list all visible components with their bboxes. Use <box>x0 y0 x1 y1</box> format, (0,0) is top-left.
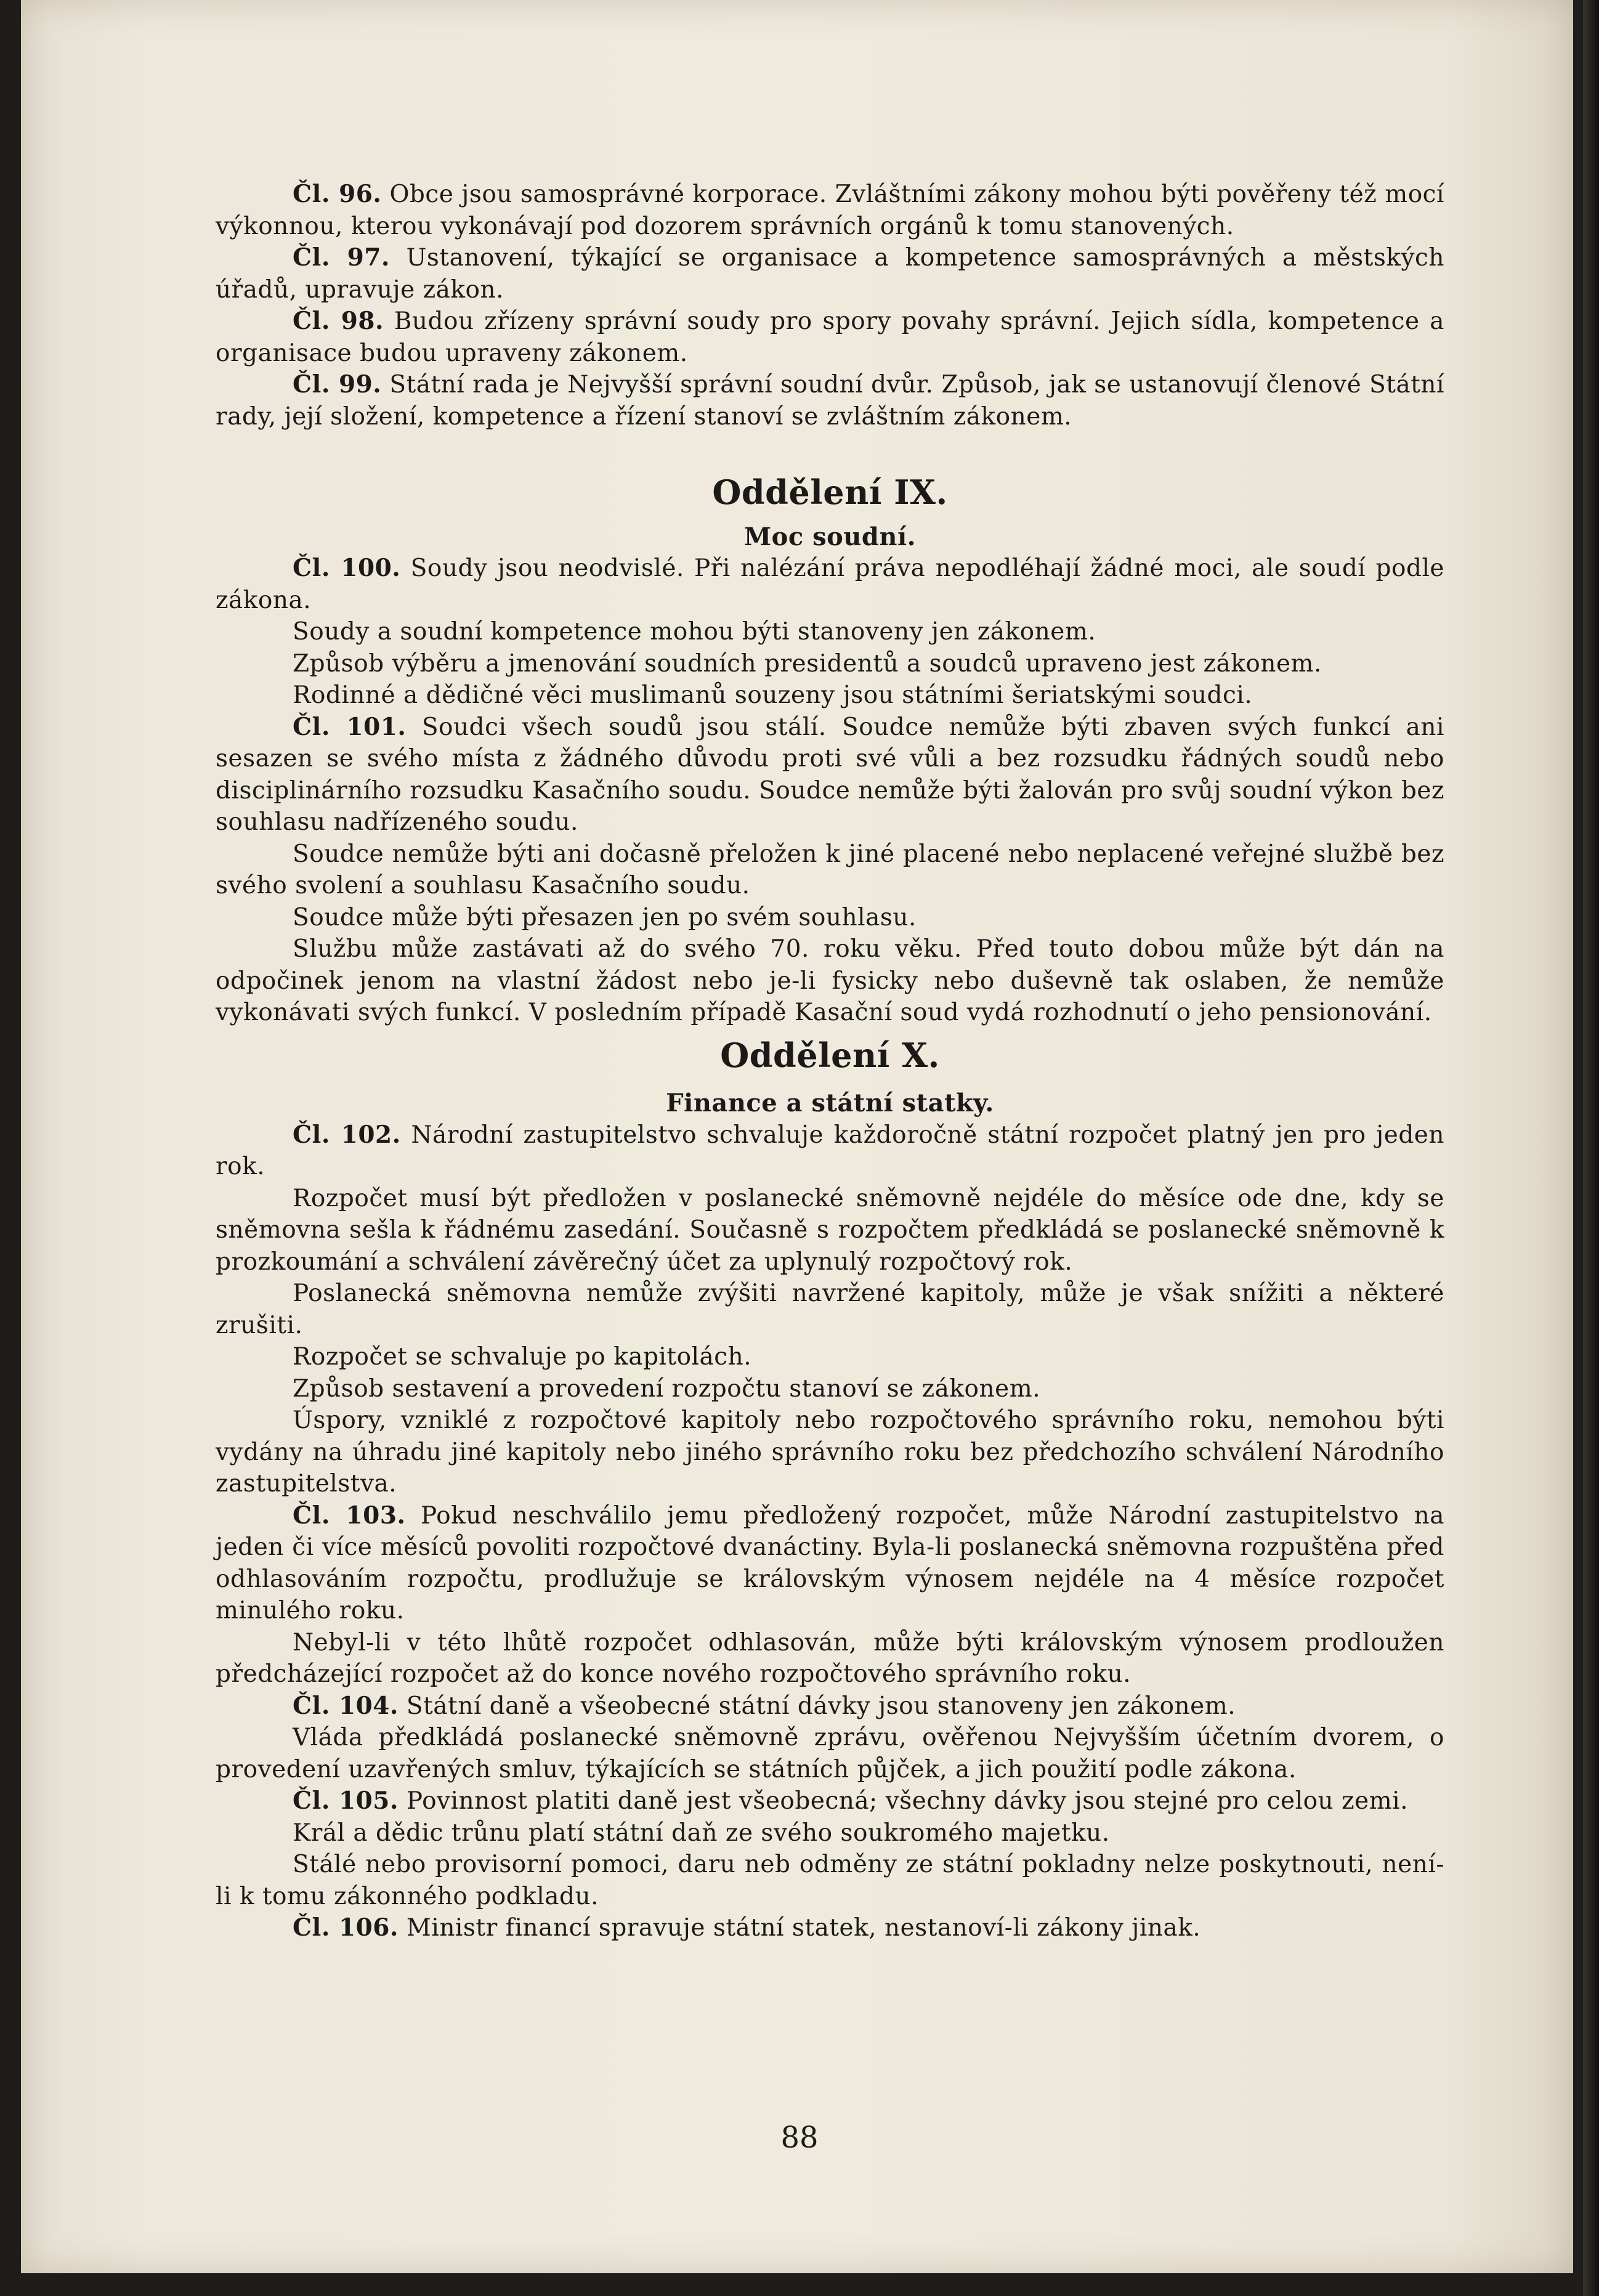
paragraph: Soudy a soudní kompetence mohou býti stanoveny jen zákonem. <box>293 618 1096 646</box>
paragraph: Soudce nemůže býti ani dočasně přeložen k jiné placené nebo neplacené veřejné službě bez svého svolení a souhlasu Kasačního soudu. <box>216 840 1444 899</box>
book-spine-edge <box>1583 0 1599 2296</box>
article-102: Čl. 102. Národní zastupitelstvo schvaluje každoročně státní rozpočet platný jen pro jeden rok. <box>216 1120 1445 1180</box>
section-x-subtitle: Finance a státní statky. <box>666 1089 994 1118</box>
paragraph: Způsob výběru a jmenování soudních presidentů a soudců upraveno jest zákonem. <box>293 649 1322 678</box>
section-ix-title: Oddělení IX. <box>712 473 948 512</box>
page-text-block <box>216 179 1444 1944</box>
paragraph: Poslanecká sněmovna nemůže zvýšiti navržené kapitoly, může je však snížiti a některé zrušiti. <box>216 1280 1444 1339</box>
article-97: Čl. 97. Ustanovení, týkající se organisace a kompetence samosprávných a městských úřadů, upravuje zákon. <box>216 243 1444 304</box>
paragraph: Rodinné a dědičné věci muslimanů souzeny jsou státními šeriatskými soudci. <box>293 681 1253 709</box>
paragraph: Způsob sestavení a provedení rozpočtu stanoví se zákonem. <box>293 1374 1041 1403</box>
article-96: Čl. 96. Obce jsou samosprávné korporace. Zvláštními zákony mohou býti pověřeny též mocí výkonnou, kterou vykonávají pod dozorem správních orgánů k tomu stanovených. <box>216 180 1444 240</box>
paragraph: Soudce může býti přesazen jen po svém souhlasu. <box>293 903 917 931</box>
paragraph: Vláda předkládá poslanecké sněmovně zprávu, ověřenou Nejvyšším účetním dvorem, o provedení uzavřených smluv, týkajících se státních půjček, a jich použití podle zákona. <box>216 1724 1444 1783</box>
paragraph: Úspory, vzniklé z rozpočtové kapitoly nebo rozpočtového správního roku, nemohou býti vydány na úhradu jiné kapitoly nebo jiného správního roku bez předchozího schválení Národního zastupitelstva. <box>216 1406 1444 1498</box>
article-98: Čl. 98. Budou zřízeny správní soudy pro spory povahy správní. Jejich sídla, kompetence a organisace budou upraveny zákonem. <box>216 307 1444 367</box>
page-number: 88 <box>780 2120 819 2155</box>
paragraph: Službu může zastávati až do svého 70. roku věku. Před touto dobou může být dán na odpočinek jenom na vlastní žádost nebo je-li fysicky nebo duševně tak oslaben, že nemůže vykonávati svých funkcí. V posledním případě Kasační soud vydá rozhodnutí o jeho pensionování. <box>216 935 1444 1026</box>
article-100: Čl. 100. Soudy jsou neodvislé. Při nalézání práva nepodléhají žádné moci, ale soudí podle zákona. <box>216 554 1444 614</box>
paragraph: Rozpočet se schvaluje po kapitolách. <box>293 1343 752 1371</box>
articles-section-x <box>216 1119 1444 1944</box>
article-99: Čl. 99. Státní rada je Nejvyšší správní soudní dvůr. Způsob, jak se ustanovují členové Státní rady, její složení, kompetence a řízení stanoví se zvláštním zákonem. <box>216 370 1444 431</box>
paragraph: Král a dědic trůnu platí státní daň ze svého soukromého majetku. <box>293 1819 1110 1847</box>
article-104: Čl. 104. Státní daně a všeobecné státní dávky jsou stanoveny jen zákonem. <box>293 1691 1236 1720</box>
article-101: Čl. 101. Soudci všech soudů jsou stálí. Soudce nemůže býti zbaven svých funkcí ani sesazen se svého místa z žádného důvodu proti své vůli a bez rozsudku řádných soudů nebo disciplinárního rozsudku Kasačního soudu. Soudce nemůže býti žalován pro svůj soudní výkon bez souhlasu nadřízeného soudu. <box>216 712 1444 836</box>
paragraph: Rozpočet musí být předložen v poslanecké sněmovně nejdéle do měsíce ode dne, kdy se sněmovna sešla k řádnému zasedání. Současně s rozpočtem předkládá se poslanecké sněmovně k prozkoumání a schválení závěrečný účet za uplynulý rozpočtový rok. <box>216 1184 1444 1276</box>
paragraph: Nebyl-li v této lhůtě rozpočet odhlasován, může býti královským výnosem prodloužen předcházející rozpočet až do konce nového rozpočtového správního roku. <box>216 1628 1444 1688</box>
section-ix-subtitle: Moc soudní. <box>743 522 917 551</box>
paragraph: Stálé nebo provisorní pomoci, daru neb odměny ze státní pokladny nelze poskytnouti, není-li k tomu zákonného podkladu. <box>216 1851 1444 1910</box>
article-105: Čl. 105. Povinnost platiti daně jest všeobecná; všechny dávky jsou stejné pro celou zemi. <box>293 1787 1409 1815</box>
article-103: Čl. 103. Pokud neschválilo jemu předložený rozpočet, může Národní zastupitelstvo na jeden či více měsíců povoliti rozpočtové dvanáctiny. Byla-li poslanecká sněmovna rozpuštěna před odhlasováním rozpočtu, prodlužuje se královským výnosem nejdéle na 4 měsíce rozpočet minulého roku. <box>216 1501 1444 1625</box>
section-x-title: Oddělení X. <box>720 1035 940 1075</box>
articles-section-viii-end <box>216 179 1444 432</box>
article-106: Čl. 106. Ministr financí spravuje státní statek, nestanoví-li zákony jinak. <box>293 1913 1201 1942</box>
articles-section-ix <box>216 553 1444 1029</box>
